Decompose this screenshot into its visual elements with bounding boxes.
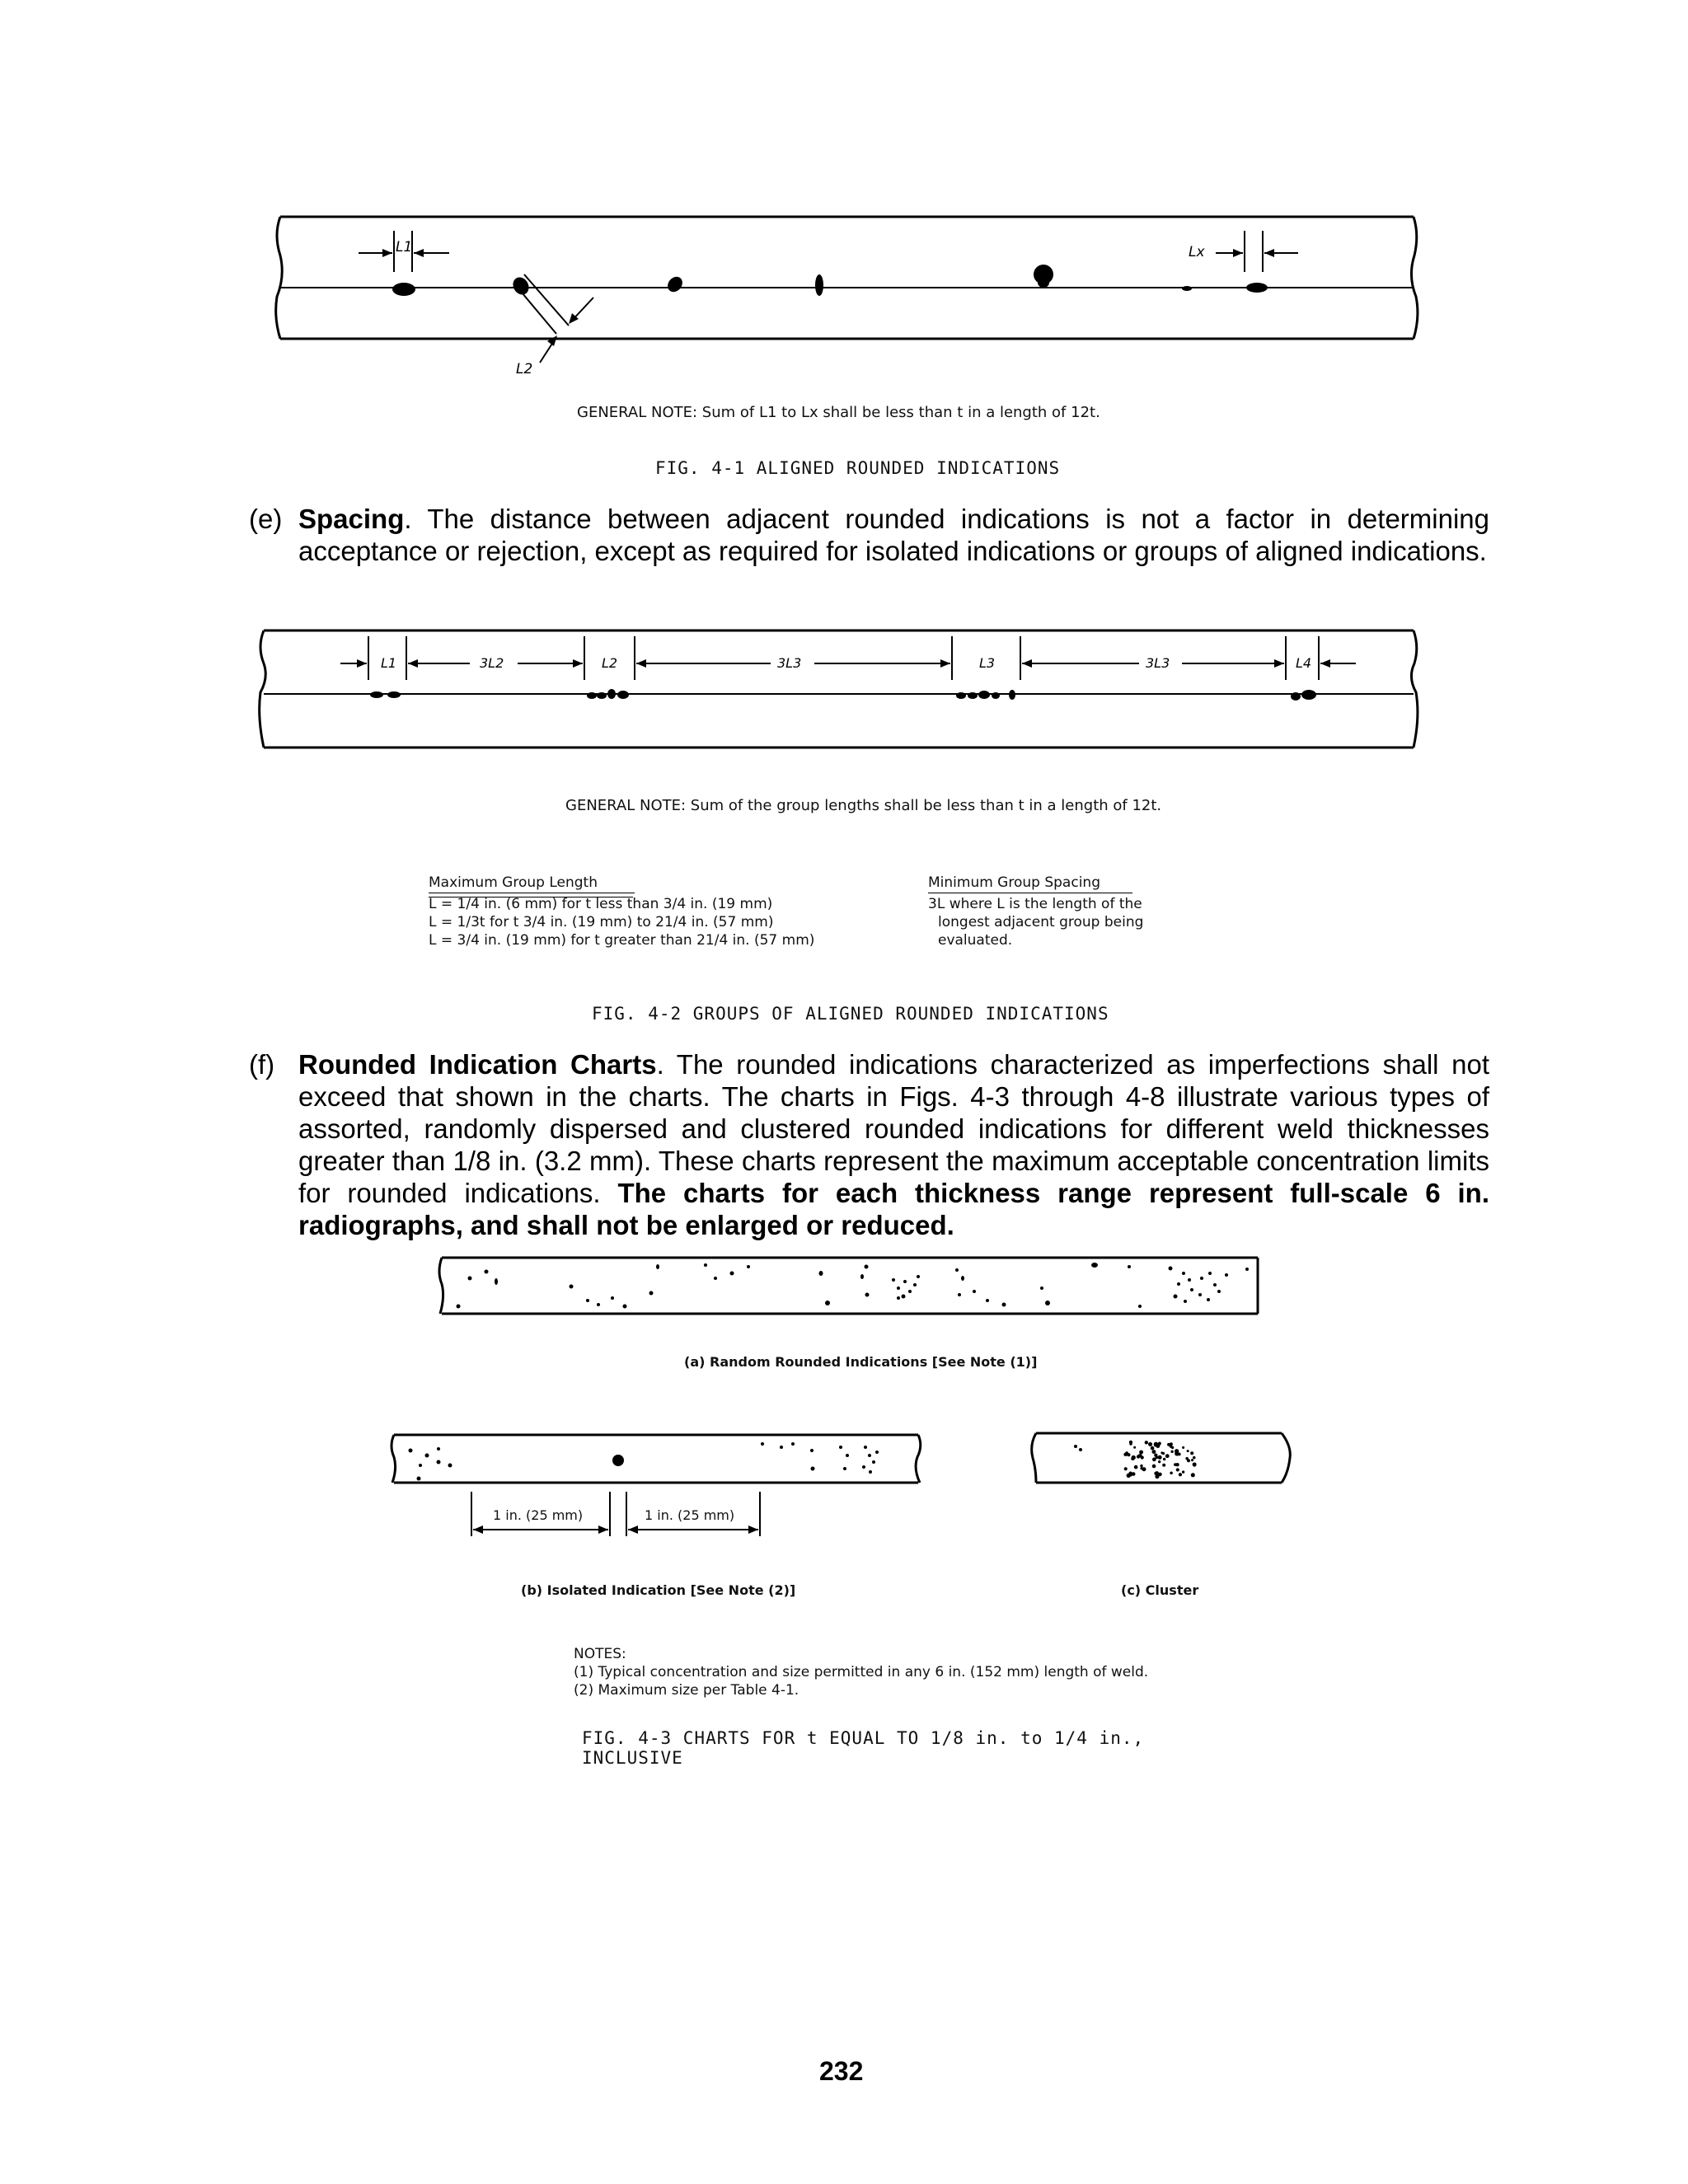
fig43-note-1: (1) Typical concentration and size permitted in any 6 in. (152 mm) length of weld. [574, 1664, 1149, 1680]
page-number: 232 [819, 2056, 864, 2086]
fig43-notes [574, 1645, 1233, 1699]
fig41-lx-label: Lx [1189, 244, 1205, 260]
fig42-l3-label: L3 [979, 655, 996, 671]
fig42-3l2-label: 3L2 [480, 655, 504, 671]
min-spacing-row-2: longest adjacent group being [938, 914, 1144, 930]
min-spacing-row-1: 3L where L is the length of the [928, 896, 1142, 912]
fig42-3l3b-label: 3L3 [1146, 655, 1170, 671]
max-group-row-3: L = 3/4 in. (19 mm) for t greater than 21/4 in. (57 mm) [429, 932, 815, 949]
max-group-row-1: L = 1/4 in. (6 mm) for t less than 3/4 in. (19 mm) [429, 896, 773, 912]
paragraph-f-text: . The rounded indications characterized as imperfections shall not exceed that shown in the charts. The charts in Figs. 4-3 through 4-8 illustrate various types of assorted, randomly dispersed and clustered rounded indications for different weld thicknesses greater than 1/8 in. (3.2 mm). These charts represent the maximum acceptable concentration limits for rounded indications. [298, 1049, 1490, 1208]
paragraph-f-bold-text: The charts for each thickness range represent full-scale 6 in. radiographs, and shall not be enlarged or reduced. [298, 1178, 1489, 1240]
fig42-l4-label: L4 [1296, 655, 1312, 671]
fig-4-3c-cluster-chart [1026, 1430, 1298, 1488]
fig41-general-note: GENERAL NOTE: Sum of L1 to Lx shall be less than t in a length of 12t. [577, 404, 1100, 421]
fig41-l1-label: L1 [396, 239, 413, 255]
min-group-spacing-table [928, 874, 1200, 949]
paragraph-e-title: Spacing [298, 504, 405, 534]
fig-4-3b-isolated-chart [387, 1432, 923, 1540]
fig42-general-note: GENERAL NOTE: Sum of the group lengths shall be less than t in a length of 12t. [565, 797, 1162, 814]
paragraph-f-title: Rounded Indication Charts [298, 1049, 657, 1080]
fig43-caption: FIG. 4-3 CHARTS FOR t EQUAL TO 1/8 in. to 1/4 in., INCLUSIVE [582, 1728, 1145, 1768]
fig-4-2-diagram [256, 626, 1426, 754]
fig43b-label: (b) Isolated Indication [See Note (2)] [521, 1582, 796, 1598]
fig42-caption: FIG. 4-2 GROUPS OF ALIGNED ROUNDED INDICATIONS [592, 1004, 1109, 1024]
max-group-length-table [429, 874, 890, 949]
fig-4-3a-random-chart [435, 1255, 1264, 1317]
min-group-spacing-header: Minimum Group Spacing [928, 874, 1132, 893]
fig42-3l3a-label: 3L3 [777, 655, 802, 671]
fig43c-label: (c) Cluster [1121, 1582, 1199, 1598]
fig43b-dim-right: 1 in. (25 mm) [645, 1507, 735, 1523]
paragraph-e-tag: (e) [249, 504, 283, 534]
paragraph-e-text: . The distance between adjacent rounded indications is not a factor in determining acceptance or rejection, except as required for isolated indications or groups of aligned indications. [298, 504, 1489, 566]
paragraph-f [249, 1048, 1489, 1246]
paragraph-f-tag: (f) [249, 1049, 275, 1080]
fig42-l1-label: L1 [381, 655, 397, 671]
fig43-notes-header: NOTES: [574, 1646, 626, 1662]
max-group-row-2: L = 1/3t for t 3/4 in. (19 mm) to 21/4 in. (57 mm) [429, 914, 774, 930]
fig43-note-2: (2) Maximum size per Table 4-1. [574, 1682, 799, 1699]
fig41-l2-label: L2 [516, 361, 533, 377]
min-spacing-row-3: evaluated. [938, 932, 1013, 949]
max-group-length-header: Maximum Group Length [429, 874, 635, 893]
fig42-l2-label: L2 [602, 655, 618, 671]
fig-4-1-diagram [272, 210, 1426, 375]
fig41-caption: FIG. 4-1 ALIGNED ROUNDED INDICATIONS [655, 458, 1061, 478]
paragraph-e [249, 503, 1489, 602]
fig43b-dim-left: 1 in. (25 mm) [493, 1507, 584, 1523]
fig43a-label: (a) Random Rounded Indications [See Note (1)] [684, 1354, 1038, 1370]
